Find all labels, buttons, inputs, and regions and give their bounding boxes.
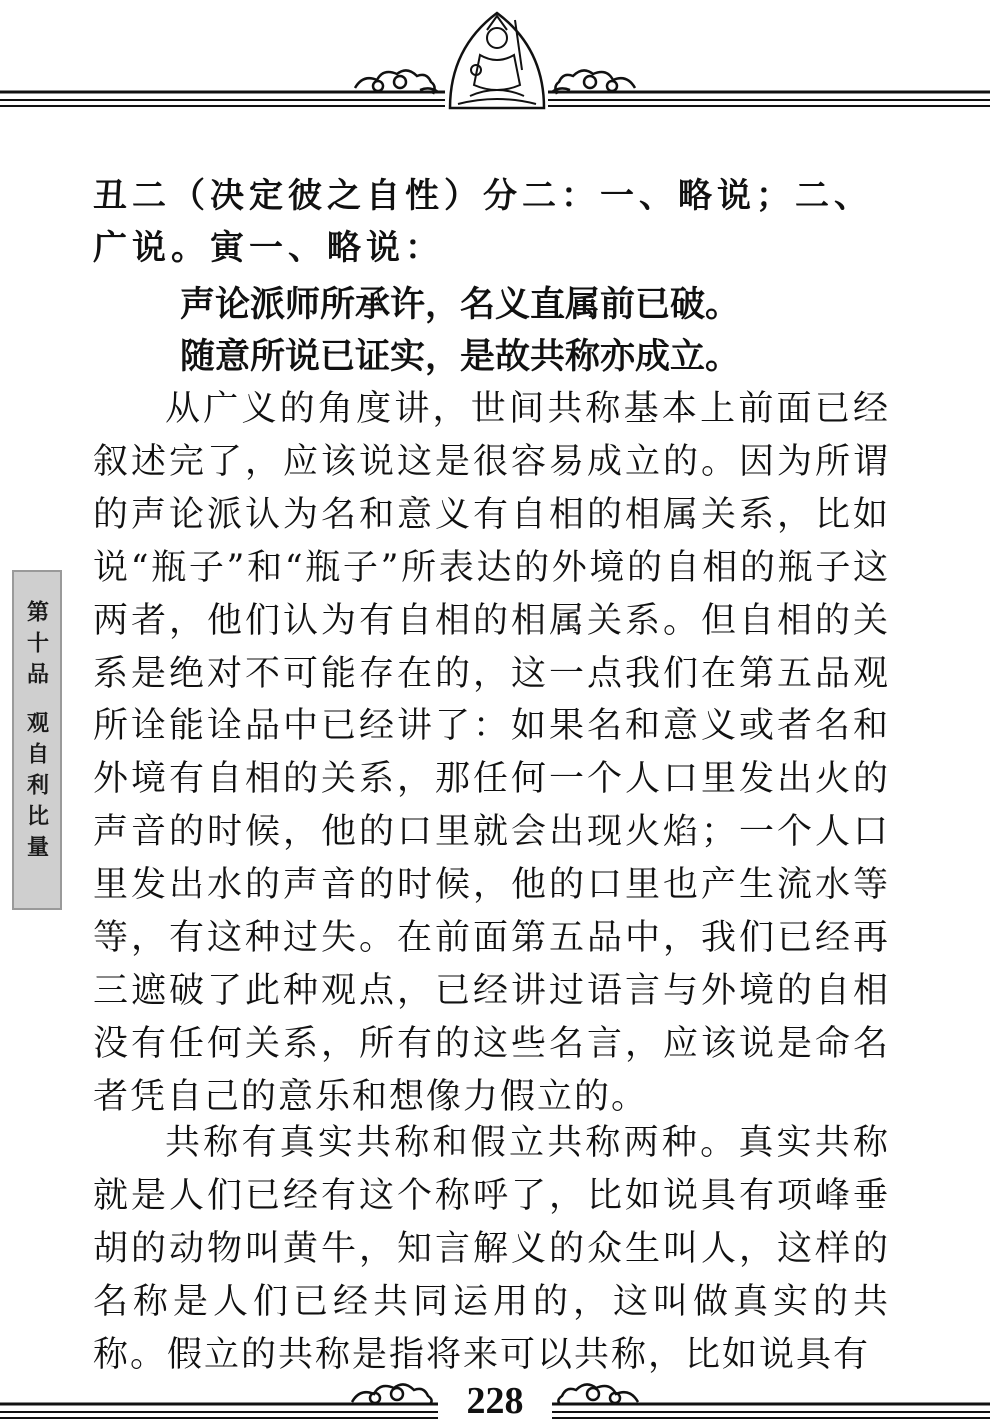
header-rule-left bbox=[0, 92, 445, 106]
side-tab-chapter: 第十品 bbox=[23, 600, 50, 693]
verse-line-2: 随意所说已证实，是故共称亦成立。 bbox=[180, 337, 741, 377]
padmasambhava-figure-icon bbox=[450, 13, 544, 108]
cloud-scroll-right-icon bbox=[552, 70, 635, 94]
chapter-side-tab bbox=[12, 570, 62, 910]
paragraph-1: 从广义的角度讲，世间共称基本上前面已经叙述完了，应该说这是很容易成立的。因为所谓的声论派认为名和意义有自相的相属关系，比如说“瓶子”和“瓶子”所表达的外境的自相的瓶子这两者，他们认为有自相的相属关系。但自相的关系是绝对不可能存在的，这一点我们在第五品观所诠能诠品中已经讲了：如果名和意义或者名和外境有自相的关系，那任何一个人口里发出火的声音的时候，他的口里就会出现火焰；一个人口里发出水的声音的时候，他的口里也产生流水等等，有这种过失。在前面第五品中，我们已经再三遮破了此种观点，已经讲过语言与外境的自相没有任何关系，所有的这些名言，应该说是命名者凭自己的意乐和想像力假立的。 bbox=[93, 389, 890, 1117]
section-heading-line-1: 丑二（决定彼之自性）分二：一、略说；二、 bbox=[93, 176, 873, 216]
header-ornament bbox=[0, 0, 990, 120]
verse-line-1: 声论派师所承许，名义直属前已破。 bbox=[180, 285, 741, 325]
cloud-scroll-left-icon bbox=[355, 70, 438, 94]
side-tab-title: 观自利比量 bbox=[23, 711, 50, 866]
page-number: 228 bbox=[466, 1380, 524, 1422]
section-heading-line-2: 广说。寅一、略说： bbox=[93, 228, 444, 268]
paragraph-2: 共称有真实共称和假立共称两种。真实共称就是人们已经有这个称呼了，比如说具有项峰垂胡的动物叫黄牛，知言解义的众生叫人，这样的名称是人们已经共同运用的，这叫做真实的共称。假立的共称是指将来可以共称，比如说具有 bbox=[93, 1123, 890, 1375]
header-rule-right bbox=[548, 92, 990, 106]
